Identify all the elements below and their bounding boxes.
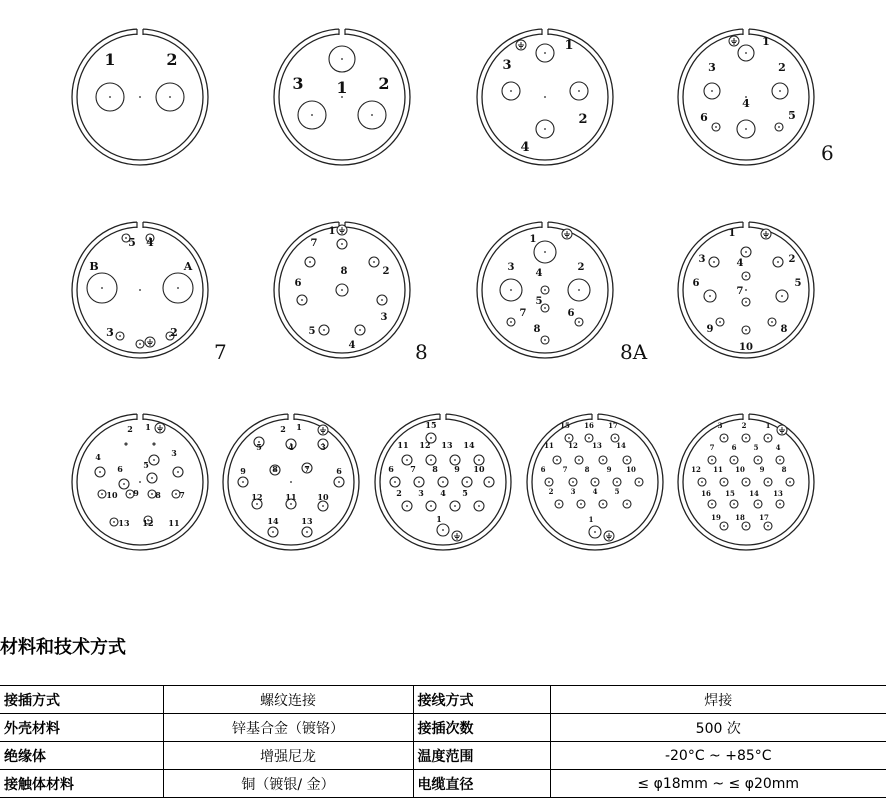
- pin-label: 8: [340, 266, 348, 277]
- pin-label: 6: [731, 443, 737, 452]
- pin-label: 4: [520, 140, 530, 155]
- spec-value: 增强尼龙: [163, 742, 413, 770]
- caption-7: 7: [214, 340, 227, 364]
- pin-label: 10: [317, 492, 329, 502]
- pin-label: 12: [691, 465, 701, 474]
- pin-label: 10: [739, 342, 753, 353]
- pin-label: 2: [280, 424, 286, 434]
- pin-label: 10: [735, 465, 745, 474]
- pin-label: 13: [301, 516, 313, 526]
- pin-label: 7: [310, 238, 318, 249]
- pin-label: 2: [577, 262, 585, 273]
- pin-label: 7: [304, 464, 310, 474]
- pin-label: 3: [171, 448, 177, 458]
- pin-label: 4: [736, 258, 744, 269]
- spec-value: ≤ φ18mm ~ ≤ φ20mm: [550, 770, 886, 798]
- connector-face-15pin: [375, 412, 511, 550]
- pin-label: 4: [440, 488, 446, 498]
- connector-face-3pin: [274, 27, 410, 165]
- connector-face-8pin: [274, 220, 410, 358]
- pin-label: 2: [378, 74, 390, 93]
- pin-label: 1: [564, 38, 574, 53]
- pin-label: 6: [567, 308, 575, 319]
- spec-key: 接插方式: [0, 686, 163, 714]
- pin-label: 3: [106, 326, 114, 339]
- pin-label: 4: [775, 443, 781, 452]
- pin-label: 5: [256, 442, 262, 452]
- spec-table: [0, 685, 886, 798]
- pin-label: 19: [711, 513, 721, 522]
- pin-label: 5: [462, 488, 468, 498]
- pin-label: 5: [143, 460, 149, 470]
- spec-key: 接触体材料: [0, 770, 163, 798]
- pin-label: 12: [251, 492, 263, 502]
- pin-label: 10: [473, 464, 485, 474]
- pin-label: 3: [708, 61, 716, 74]
- pin-label: 17: [759, 513, 769, 522]
- connector-face-2pin: [72, 27, 208, 165]
- pin-label: 15: [560, 421, 570, 430]
- pin-label: 5: [128, 236, 136, 249]
- spec-key: 温度范围: [413, 742, 550, 770]
- pin-label: 14: [267, 516, 279, 526]
- pin-label: 7: [410, 464, 416, 474]
- pin-label: 8: [781, 465, 787, 474]
- pin-label: 8: [584, 465, 590, 474]
- pin-label: 2: [170, 326, 178, 339]
- pin-label: 9: [759, 465, 765, 474]
- pin-label: 1: [529, 234, 537, 245]
- pin-label: 2: [548, 487, 554, 496]
- caption-8: 8: [415, 340, 428, 364]
- table-row: [0, 714, 886, 742]
- pin-label: 14: [463, 440, 475, 450]
- spec-key: 电缆直径: [413, 770, 550, 798]
- pin-label: 8: [533, 324, 541, 335]
- pin-label: 10: [626, 465, 636, 474]
- pin-label: 2: [778, 61, 786, 74]
- pin-label: 8: [272, 464, 278, 474]
- table-row: [0, 770, 886, 798]
- pin-label: 1: [104, 50, 116, 69]
- pin-label: 14: [616, 441, 626, 450]
- pin-label: 15: [725, 489, 735, 498]
- pin-label: 3: [717, 421, 723, 430]
- pin-label: 3: [292, 74, 304, 93]
- table-row: [0, 686, 886, 714]
- pin-label: 9: [706, 324, 714, 335]
- pin-label: 11: [285, 492, 297, 502]
- pin-label: 12: [419, 440, 431, 450]
- connector-face-19pin: [678, 412, 814, 550]
- pin-label: 3: [418, 488, 424, 498]
- pin-label: 7: [179, 490, 185, 500]
- connector-face-8Apin: [477, 220, 613, 358]
- pin-label: 3: [507, 262, 515, 273]
- connector-face-4pin: [477, 27, 613, 165]
- pin-label: 6: [336, 466, 342, 476]
- spec-value: 螺纹连接: [163, 686, 413, 714]
- spec-value: 焊接: [550, 686, 886, 714]
- pin-label: 1: [765, 421, 771, 430]
- pin-label: 17: [608, 421, 618, 430]
- spec-value: 500 次: [550, 714, 886, 742]
- pin-label: 4: [288, 442, 294, 452]
- caption-8a: 8A: [620, 340, 648, 364]
- pin-label: 6: [540, 465, 546, 474]
- pin-label: 5: [788, 109, 796, 122]
- pin-label: 8: [155, 490, 161, 500]
- spec-value: -20°C ~ +85°C: [550, 742, 886, 770]
- pin-label: 2: [396, 488, 402, 498]
- spec-key: 接插次数: [413, 714, 550, 742]
- pin-label: 11: [168, 518, 180, 528]
- pin-label: 3: [380, 312, 388, 323]
- pin-label: 7: [709, 443, 715, 452]
- pin-label: 3: [320, 442, 326, 452]
- pin-label: 14: [749, 489, 759, 498]
- pin-label: 1: [436, 514, 442, 524]
- pin-label: 2: [578, 112, 588, 127]
- pin-label: 18: [735, 513, 745, 522]
- spec-value: 锌基合金（镀铬）: [163, 714, 413, 742]
- pin-label: 2: [127, 424, 133, 434]
- pin-label: 5: [794, 278, 802, 289]
- pin-label: 1: [336, 78, 348, 97]
- connector-face-14pin: [223, 412, 359, 550]
- pin-label: 6: [700, 111, 708, 124]
- pin-label: 4: [95, 452, 101, 462]
- pin-label: 12: [142, 518, 154, 528]
- pin-label: 16: [701, 489, 711, 498]
- spec-key: 绝缘体: [0, 742, 163, 770]
- pin-label: 11: [713, 465, 723, 474]
- pin-hole: [153, 443, 155, 445]
- pin-label: 1: [296, 422, 302, 432]
- pin-label: 11: [544, 441, 554, 450]
- pin-label: 13: [592, 441, 602, 450]
- pin-label: 6: [117, 464, 123, 474]
- pin-label: B: [89, 260, 99, 273]
- pin-label: 11: [397, 440, 409, 450]
- pin-label: 9: [133, 488, 139, 498]
- pin-label: 12: [568, 441, 578, 450]
- pin-label: 9: [454, 464, 460, 474]
- pin-label: 5: [753, 443, 759, 452]
- pin-label: 5: [535, 296, 543, 307]
- caption-6: 6: [821, 141, 834, 165]
- pin-label: 7: [519, 308, 527, 319]
- pin-label: 9: [240, 466, 246, 476]
- pin-label: 2: [382, 266, 390, 277]
- pin-hole: [125, 443, 127, 445]
- pin-label: 13: [773, 489, 783, 498]
- pin-label: 4: [146, 236, 154, 249]
- spec-key: 接线方式: [413, 686, 550, 714]
- pin-label: 7: [736, 286, 744, 297]
- pin-label: 6: [692, 278, 700, 289]
- pin-label: 1: [728, 228, 736, 239]
- spec-key: 外壳材料: [0, 714, 163, 742]
- pin-label: 16: [584, 421, 594, 430]
- connector-face-10pin: [678, 220, 814, 358]
- connector-layouts: [72, 27, 814, 550]
- pin-label: 4: [535, 268, 543, 279]
- pin-label: 8: [780, 324, 788, 335]
- pin-label: 2: [788, 254, 796, 265]
- pin-label: 3: [698, 254, 706, 265]
- pin-label: 1: [145, 422, 151, 432]
- section-title: 材料和技术方式: [0, 637, 126, 658]
- pin-label: 4: [592, 487, 598, 496]
- pin-label: 9: [606, 465, 612, 474]
- spec-value: 铜（镀银/ 金）: [163, 770, 413, 798]
- connector-face-17pin: [527, 412, 663, 550]
- pin-label: 1: [328, 226, 336, 237]
- pin-label: 1: [762, 35, 770, 48]
- pin-label: 15: [425, 420, 437, 430]
- pin-label: 7: [562, 465, 568, 474]
- pin-label: 2: [166, 50, 178, 69]
- pin-label: 2: [741, 421, 747, 430]
- connector-face-7pin: [72, 220, 208, 358]
- pin-label: 6: [388, 464, 394, 474]
- pin-label: 3: [570, 487, 576, 496]
- pin-label: A: [183, 260, 193, 273]
- connector-face-13pin: [72, 412, 208, 550]
- pin-label: 6: [294, 278, 302, 289]
- pin-label: 8: [432, 464, 438, 474]
- pin-label: 5: [614, 487, 620, 496]
- pin-label: 10: [106, 490, 118, 500]
- pin-label: 1: [588, 515, 594, 524]
- pin-label: 4: [742, 97, 750, 110]
- connector-face-6pin: [678, 27, 814, 165]
- table-row: [0, 742, 886, 770]
- pin-label: 5: [308, 326, 316, 337]
- pin-label: 13: [118, 518, 130, 528]
- pin-label: 13: [441, 440, 453, 450]
- pin-label: 4: [348, 340, 356, 351]
- pin-label: 3: [502, 58, 512, 73]
